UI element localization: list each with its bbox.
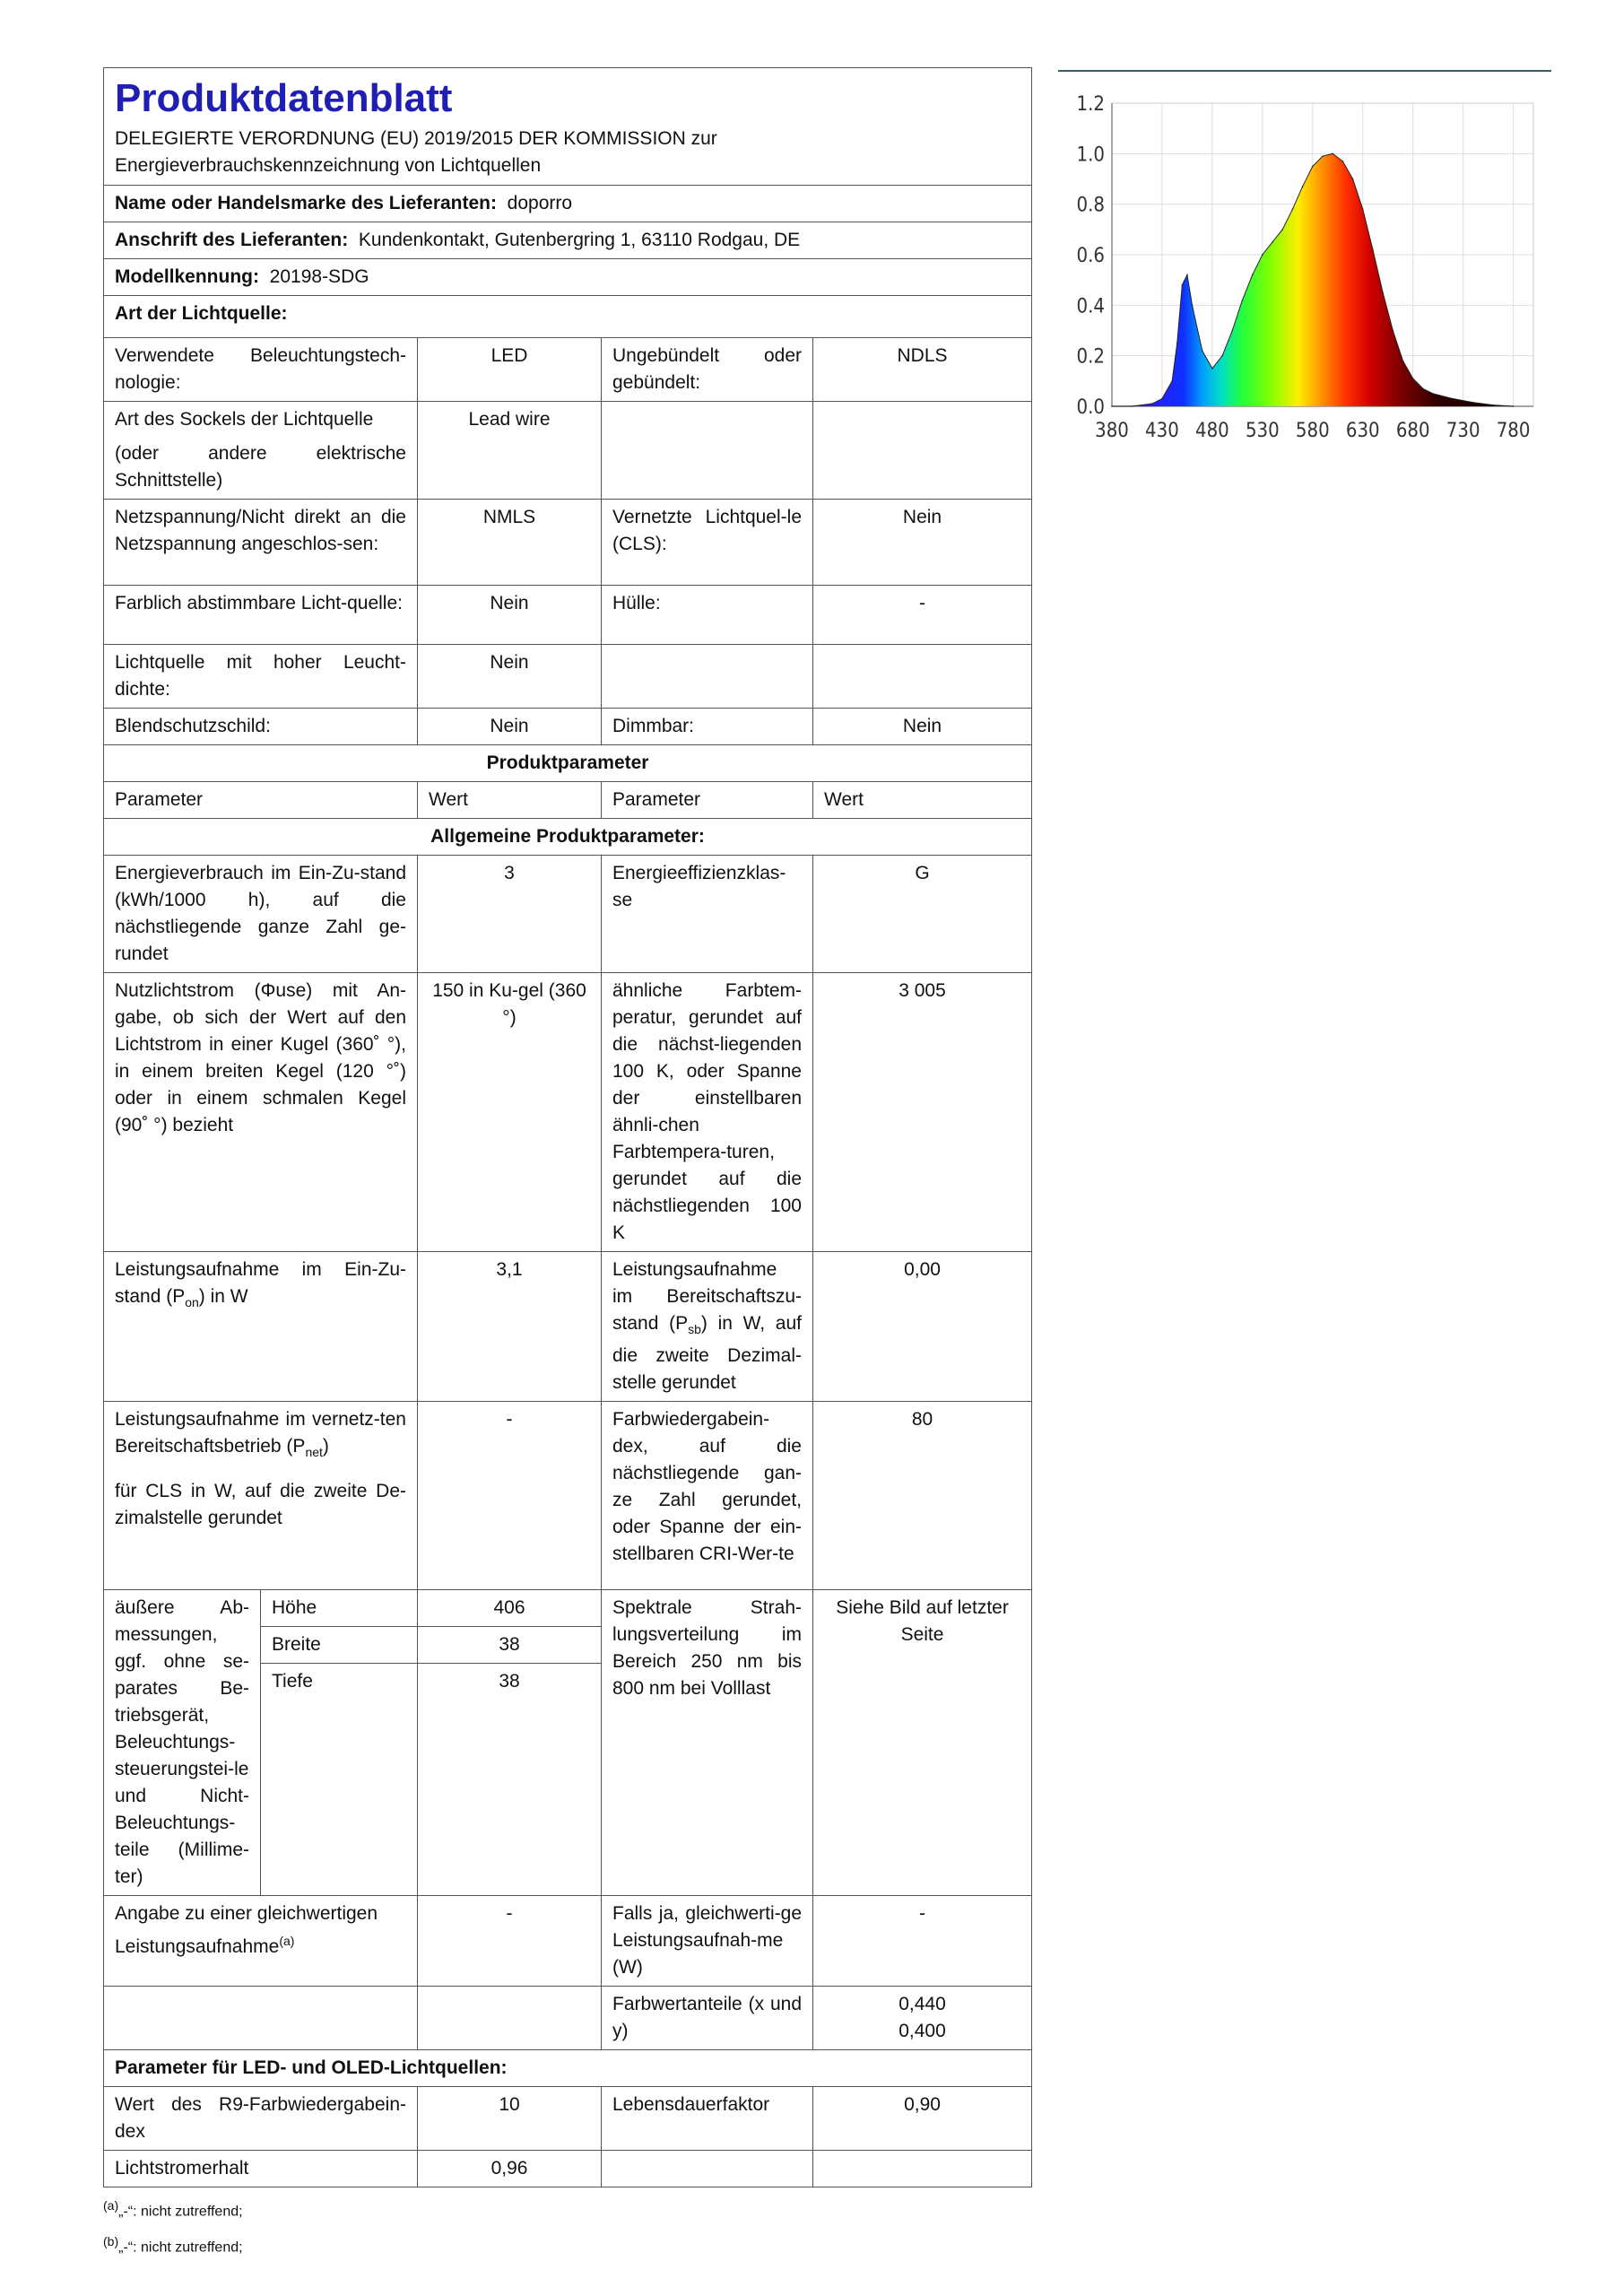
col-header-param: Parameter bbox=[602, 782, 813, 819]
param-value: 0,90 bbox=[813, 2087, 1032, 2151]
spectrum-point bbox=[1402, 361, 1404, 362]
y-tick-label: 0.2 bbox=[1076, 345, 1105, 369]
spectrum-point bbox=[1242, 300, 1244, 301]
spectrum-point bbox=[1262, 254, 1263, 256]
led-section-label: Parameter für LED- und OLED-Lichtquellen: bbox=[104, 2050, 1032, 2087]
ls-value: Lead wire bbox=[418, 402, 602, 500]
x-tick-label: 430 bbox=[1145, 420, 1179, 442]
dimensions-row bbox=[104, 1590, 1032, 1896]
param-label: Lebensdauerfaktor bbox=[602, 2087, 813, 2151]
param-label: Wert des R9-Farbwiedergabein-dex bbox=[104, 2087, 418, 2151]
datasheet-table bbox=[103, 67, 1032, 2187]
spectrum-point bbox=[1453, 398, 1454, 400]
col-header-value: Wert bbox=[813, 782, 1032, 819]
spectrum-point bbox=[1281, 229, 1283, 230]
chroma-row bbox=[104, 1987, 1032, 2050]
x-tick-label: 380 bbox=[1095, 420, 1129, 442]
supplier-address-label: Anschrift des Lieferanten: bbox=[115, 230, 349, 250]
supplier-name-label: Name oder Handelsmarke des Lieferanten: bbox=[115, 193, 497, 213]
ls-row-1 bbox=[104, 338, 1032, 402]
param-label: Leistungsaufnahme im Ein-Zu-stand $(P_{on})$ in W bbox=[104, 1252, 418, 1402]
param-value: 80 bbox=[813, 1402, 1032, 1590]
footnotes bbox=[103, 2191, 1031, 2262]
spectrum-point bbox=[1312, 166, 1314, 168]
led-section-row bbox=[104, 2050, 1032, 2087]
spectrum-point bbox=[1252, 274, 1254, 276]
depth-label: Tiefe bbox=[272, 1671, 313, 1692]
param-label: Spektrale Strah-lungsverteilung im Bereich 250 nm bis 800 nm bei Volllast bbox=[602, 1590, 813, 1896]
col-header-param: Parameter bbox=[104, 782, 418, 819]
ls-value: Nein bbox=[418, 586, 602, 645]
ls-value: - bbox=[813, 586, 1032, 645]
dimensions-values bbox=[418, 1590, 602, 1896]
spectrum-point bbox=[1362, 209, 1364, 211]
general-section-label: Allgemeine Produktparameter: bbox=[104, 819, 1032, 856]
spectrum-point bbox=[1186, 274, 1188, 276]
depth-value: 38 bbox=[499, 1671, 520, 1692]
param-value: 3 005 bbox=[813, 973, 1032, 1252]
supplier-name-row bbox=[104, 186, 1032, 222]
param-value: 0,00 bbox=[813, 1252, 1032, 1402]
col-header-value: Wert bbox=[418, 782, 602, 819]
model-label: Modellkennung: bbox=[115, 266, 259, 287]
spectrum-point bbox=[1171, 380, 1173, 382]
ls-value: Nein bbox=[418, 709, 602, 745]
ls-param bbox=[104, 402, 418, 500]
header-row bbox=[104, 68, 1032, 186]
param-label: ähnliche Farbtem-peratur, gerundet auf die nächst-liegenden 100 K, oder Spanne der einstellbaren ähnli-chen Farbtempera-turen, gerundet auf die nächstliegenden 100 K bbox=[602, 973, 813, 1252]
y-tick-label: 1.2 bbox=[1076, 93, 1105, 116]
spectrum-point bbox=[1332, 153, 1333, 155]
equiv-row bbox=[104, 1896, 1032, 1987]
params-section-row bbox=[104, 745, 1032, 782]
ls-row-4 bbox=[104, 586, 1032, 645]
spectrum-point bbox=[1352, 178, 1354, 180]
model-value: 20198-SDG bbox=[269, 266, 369, 287]
ls-param: Vernetzte Lichtquel-le (CLS): bbox=[602, 500, 813, 586]
light-source-section-row bbox=[104, 296, 1032, 338]
ls-value: Nein bbox=[418, 645, 602, 709]
energy-row bbox=[104, 856, 1032, 973]
spectrum-point bbox=[1272, 241, 1273, 243]
param-value bbox=[813, 1987, 1032, 2050]
supplier-address-row bbox=[104, 222, 1032, 259]
param-value: 3,1 bbox=[418, 1252, 602, 1402]
spectrum-point bbox=[1393, 330, 1394, 332]
ls-value: Nein bbox=[813, 709, 1032, 745]
spectrum-point bbox=[1151, 403, 1153, 404]
params-header-row bbox=[104, 782, 1032, 819]
spectrum-point bbox=[1176, 343, 1178, 344]
power-net-row bbox=[104, 1402, 1032, 1590]
x-tick-label: 530 bbox=[1245, 420, 1280, 442]
ls-value: NDLS bbox=[813, 338, 1032, 402]
param-label: Lichtstromerhalt bbox=[104, 2151, 418, 2187]
ls-value: Nein bbox=[813, 500, 1032, 586]
spectrum-point bbox=[1221, 355, 1223, 357]
regulation-line-1: DELEGIERTE VERORDNUNG (EU) 2019/2015 DER KOMMISSION zur bbox=[115, 128, 717, 149]
x-tick-label: 630 bbox=[1345, 420, 1380, 442]
height-value: 406 bbox=[418, 1590, 601, 1627]
y-tick-label: 0.4 bbox=[1076, 295, 1105, 318]
spectrum-point bbox=[1292, 209, 1294, 211]
param-value: Siehe Bild auf letzter Seite bbox=[813, 1590, 1032, 1896]
spectrum-point bbox=[1372, 249, 1374, 251]
spectrum-point bbox=[1382, 291, 1384, 293]
x-tick-label: 730 bbox=[1445, 420, 1480, 442]
spectrum-svg bbox=[1058, 67, 1560, 471]
x-tick-label: 780 bbox=[1496, 420, 1531, 442]
param-label: Farbwiedergabein-dex, auf die nächstliegende gan-ze Zahl gerundet, oder Spanne der ein-stellbaren CRI-Wer-te bbox=[602, 1402, 813, 1590]
light-source-section-label: Art der Lichtquelle: bbox=[104, 296, 1032, 338]
x-tick-label: 480 bbox=[1195, 420, 1229, 442]
ls-row-6 bbox=[104, 709, 1032, 745]
spectrum-point bbox=[1111, 405, 1113, 407]
param-value: 3 bbox=[418, 856, 602, 973]
x-tick-label: 680 bbox=[1395, 420, 1430, 442]
r9-row bbox=[104, 2087, 1032, 2151]
spectrum-point bbox=[1492, 404, 1494, 406]
spectrum-point bbox=[1231, 330, 1233, 332]
ls-param: Dimmbar: bbox=[602, 709, 813, 745]
param-label: Leistungsaufnahme im vernetz-ten Bereitschaftsbetrieb $(P_{net})$ für CLS in W, auf die zweite De-zimalstelle gerundet bbox=[104, 1402, 418, 1590]
ls-param bbox=[602, 402, 813, 500]
ls-param-line: Art des Sockels der Lichtquelle bbox=[115, 409, 374, 430]
x-tick-label: 580 bbox=[1295, 420, 1330, 442]
ls-param: Blendschutzschild: bbox=[104, 709, 418, 745]
y-tick-label: 0.6 bbox=[1076, 245, 1105, 267]
regulation-line-2: Energieverbrauchskennzeichnung von Lichtquellen bbox=[115, 155, 542, 176]
y-tick-label: 0.8 bbox=[1076, 194, 1105, 217]
chroma-x: 0,440 bbox=[898, 1994, 946, 2015]
spectrum-point bbox=[1182, 284, 1184, 286]
y-tick-label: 0.0 bbox=[1076, 396, 1105, 419]
ls-row-3 bbox=[104, 500, 1032, 586]
param-label: Nutzlichtstrom (Φuse) mit An-gabe, ob sich der Wert auf den Lichtstrom in einer Kugel (360˚ °), in einem breiten Kegel (120 °˚) oder in einem schmalen Kegel (90˚ °) bezieht bbox=[104, 973, 418, 1252]
ls-param: Verwendete Beleuchtungstech-nologie: bbox=[104, 338, 418, 402]
spectrum-point bbox=[1513, 405, 1515, 407]
spectrum-point bbox=[1422, 387, 1424, 389]
datasheet bbox=[103, 67, 1031, 2262]
header-cell bbox=[104, 68, 1032, 186]
param-value: - bbox=[418, 1402, 602, 1590]
chroma-y: 0,400 bbox=[898, 2021, 946, 2042]
ls-param: Ungebündelt oder gebündelt: bbox=[602, 338, 813, 402]
model-row bbox=[104, 259, 1032, 296]
ls-param: Netzspannung/Nicht direkt an die Netzspannung angeschlos-sen: bbox=[104, 500, 418, 586]
spectrum-point bbox=[1322, 155, 1324, 157]
ls-param: Farblich abstimmbare Licht-quelle: bbox=[104, 586, 418, 645]
spectrum-point bbox=[1472, 402, 1474, 404]
supplier-address-value: Kundenkontakt, Gutenbergring 1, 63110 Rodgau, DE bbox=[358, 230, 801, 250]
param-label: Energieeffizienzklas-se bbox=[602, 856, 813, 973]
power-on-row bbox=[104, 1252, 1032, 1402]
param-value: 0,96 bbox=[418, 2151, 602, 2187]
ls-param-line: (oder andere elektrische Schnittstelle) bbox=[115, 443, 406, 491]
spectrum-point bbox=[1161, 398, 1163, 400]
ls-param bbox=[602, 645, 813, 709]
footnote-a: $^{(a)}$„-“: nicht zutreffend; bbox=[103, 2198, 243, 2220]
param-value: - bbox=[813, 1896, 1032, 1987]
spectrum-point bbox=[1302, 186, 1304, 187]
ls-value: NMLS bbox=[418, 500, 602, 586]
height-label: Höhe bbox=[261, 1590, 417, 1627]
ls-value bbox=[813, 645, 1032, 709]
spectrum-point bbox=[1432, 393, 1434, 395]
ls-value: LED bbox=[418, 338, 602, 402]
ls-param: Hülle: bbox=[602, 586, 813, 645]
ls-param: Lichtquelle mit hoher Leucht-dichte: bbox=[104, 645, 418, 709]
page-title: Produktdatenblatt bbox=[115, 76, 453, 120]
footnote-b: $^{(b)}$„-“: nicht zutreffend; bbox=[103, 2233, 243, 2255]
param-label: Farbwertanteile (x und y) bbox=[602, 1987, 813, 2050]
supplier-name-value: doporro bbox=[507, 193, 573, 213]
spectrum-point bbox=[1412, 378, 1414, 379]
param-label: Falls ja, gleichwerti-ge Leistungsaufnah-me (W) bbox=[602, 1896, 813, 1987]
param-label: Leistungsaufnahme im Bereitschaftszu-stand $(P_{sb})$ in W, auf die zweite Dezimal-stelle gerundet bbox=[602, 1252, 813, 1402]
ls-row-2 bbox=[104, 402, 1032, 500]
spectrum-point bbox=[1132, 405, 1133, 407]
width-value: 38 bbox=[418, 1627, 601, 1664]
ls-row-5 bbox=[104, 645, 1032, 709]
param-label: Angabe zu einer gleichwertigen Leistungsaufnahme$^{(a)}$ bbox=[104, 1896, 418, 1987]
param-value: 150 in Ku-gel (360 °) bbox=[418, 973, 602, 1252]
param-label: Energieverbrauch im Ein-Zu-stand (kWh/1000 h), auf die nächstliegende ganze Zahl ge-rundet bbox=[104, 856, 418, 973]
spectrum-point bbox=[1211, 368, 1213, 370]
spectrum-point bbox=[1192, 305, 1194, 307]
spectrum-point bbox=[1202, 350, 1203, 352]
dimensions-cell bbox=[104, 1590, 418, 1896]
dimensions-label: äußere Ab-messungen, ggf. ohne se-parates Be-triebsgerät, Beleuchtungs-steuerungstei-le und Nicht-Beleuchtungs-teile (Millime-ter) bbox=[104, 1590, 261, 1895]
y-tick-label: 1.0 bbox=[1076, 144, 1105, 167]
ls-value bbox=[813, 402, 1032, 500]
width-label: Breite bbox=[261, 1627, 417, 1664]
spectral-distribution-chart bbox=[1058, 67, 1560, 471]
param-value: 10 bbox=[418, 2087, 602, 2151]
spectrum-point bbox=[1342, 161, 1344, 162]
maintenance-row bbox=[104, 2151, 1032, 2187]
general-section-row bbox=[104, 819, 1032, 856]
param-value: G bbox=[813, 856, 1032, 973]
spectrum-area bbox=[1112, 153, 1514, 406]
params-section-label: Produktparameter bbox=[104, 745, 1032, 782]
flux-row bbox=[104, 973, 1032, 1252]
param-value: - bbox=[418, 1896, 602, 1987]
